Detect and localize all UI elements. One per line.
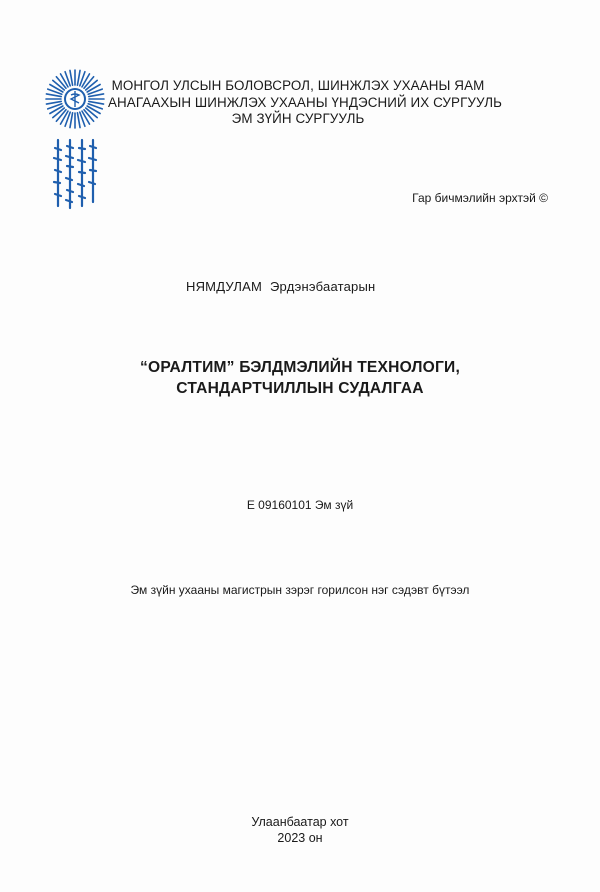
author-name xyxy=(186,279,375,294)
ministry-name: МОНГОЛ УЛСЫН БОЛОВСРОЛ, ШИНЖЛЭХ УХААНЫ ЯАМ xyxy=(111,78,485,93)
year: 2023 он xyxy=(277,831,323,845)
author-surname: Эрдэнэбаатарын xyxy=(270,279,376,294)
author-given-name: НЯМДУЛАМ xyxy=(186,279,263,294)
degree-purpose: Эм зүйн ухааны магистрын зэрэг горилсон нэг сэдэвт бүтээл xyxy=(130,583,470,597)
thesis-title xyxy=(60,357,540,399)
specialty-code: Е 09160101 Эм зүй xyxy=(246,498,354,512)
place: Улаанбаатар хот xyxy=(251,815,349,829)
school-name: ЭМ ЗҮЙН СУРГУУЛЬ xyxy=(231,111,365,127)
place-and-year xyxy=(0,814,600,846)
copyright-notice: Гар бичмэлийн эрхтэй © xyxy=(412,191,548,205)
university-name: АНАГААХЫН ШИНЖЛЭХ УХААНЫ ҮНДЭСНИЙ ИХ СУРГУУЛЬ xyxy=(108,94,502,110)
thesis-title-line-1: “ОРАЛТИМ” БЭЛДМЭЛИЙН ТЕХНОЛОГИ, xyxy=(140,359,460,376)
mongolian-script-emblem-text xyxy=(50,136,98,212)
thesis-title-line-2: СТАНДАРТЧИЛЛЫН СУДАЛГАА xyxy=(176,380,424,397)
institution-header xyxy=(108,78,502,128)
university-emblem-icon xyxy=(44,68,106,130)
